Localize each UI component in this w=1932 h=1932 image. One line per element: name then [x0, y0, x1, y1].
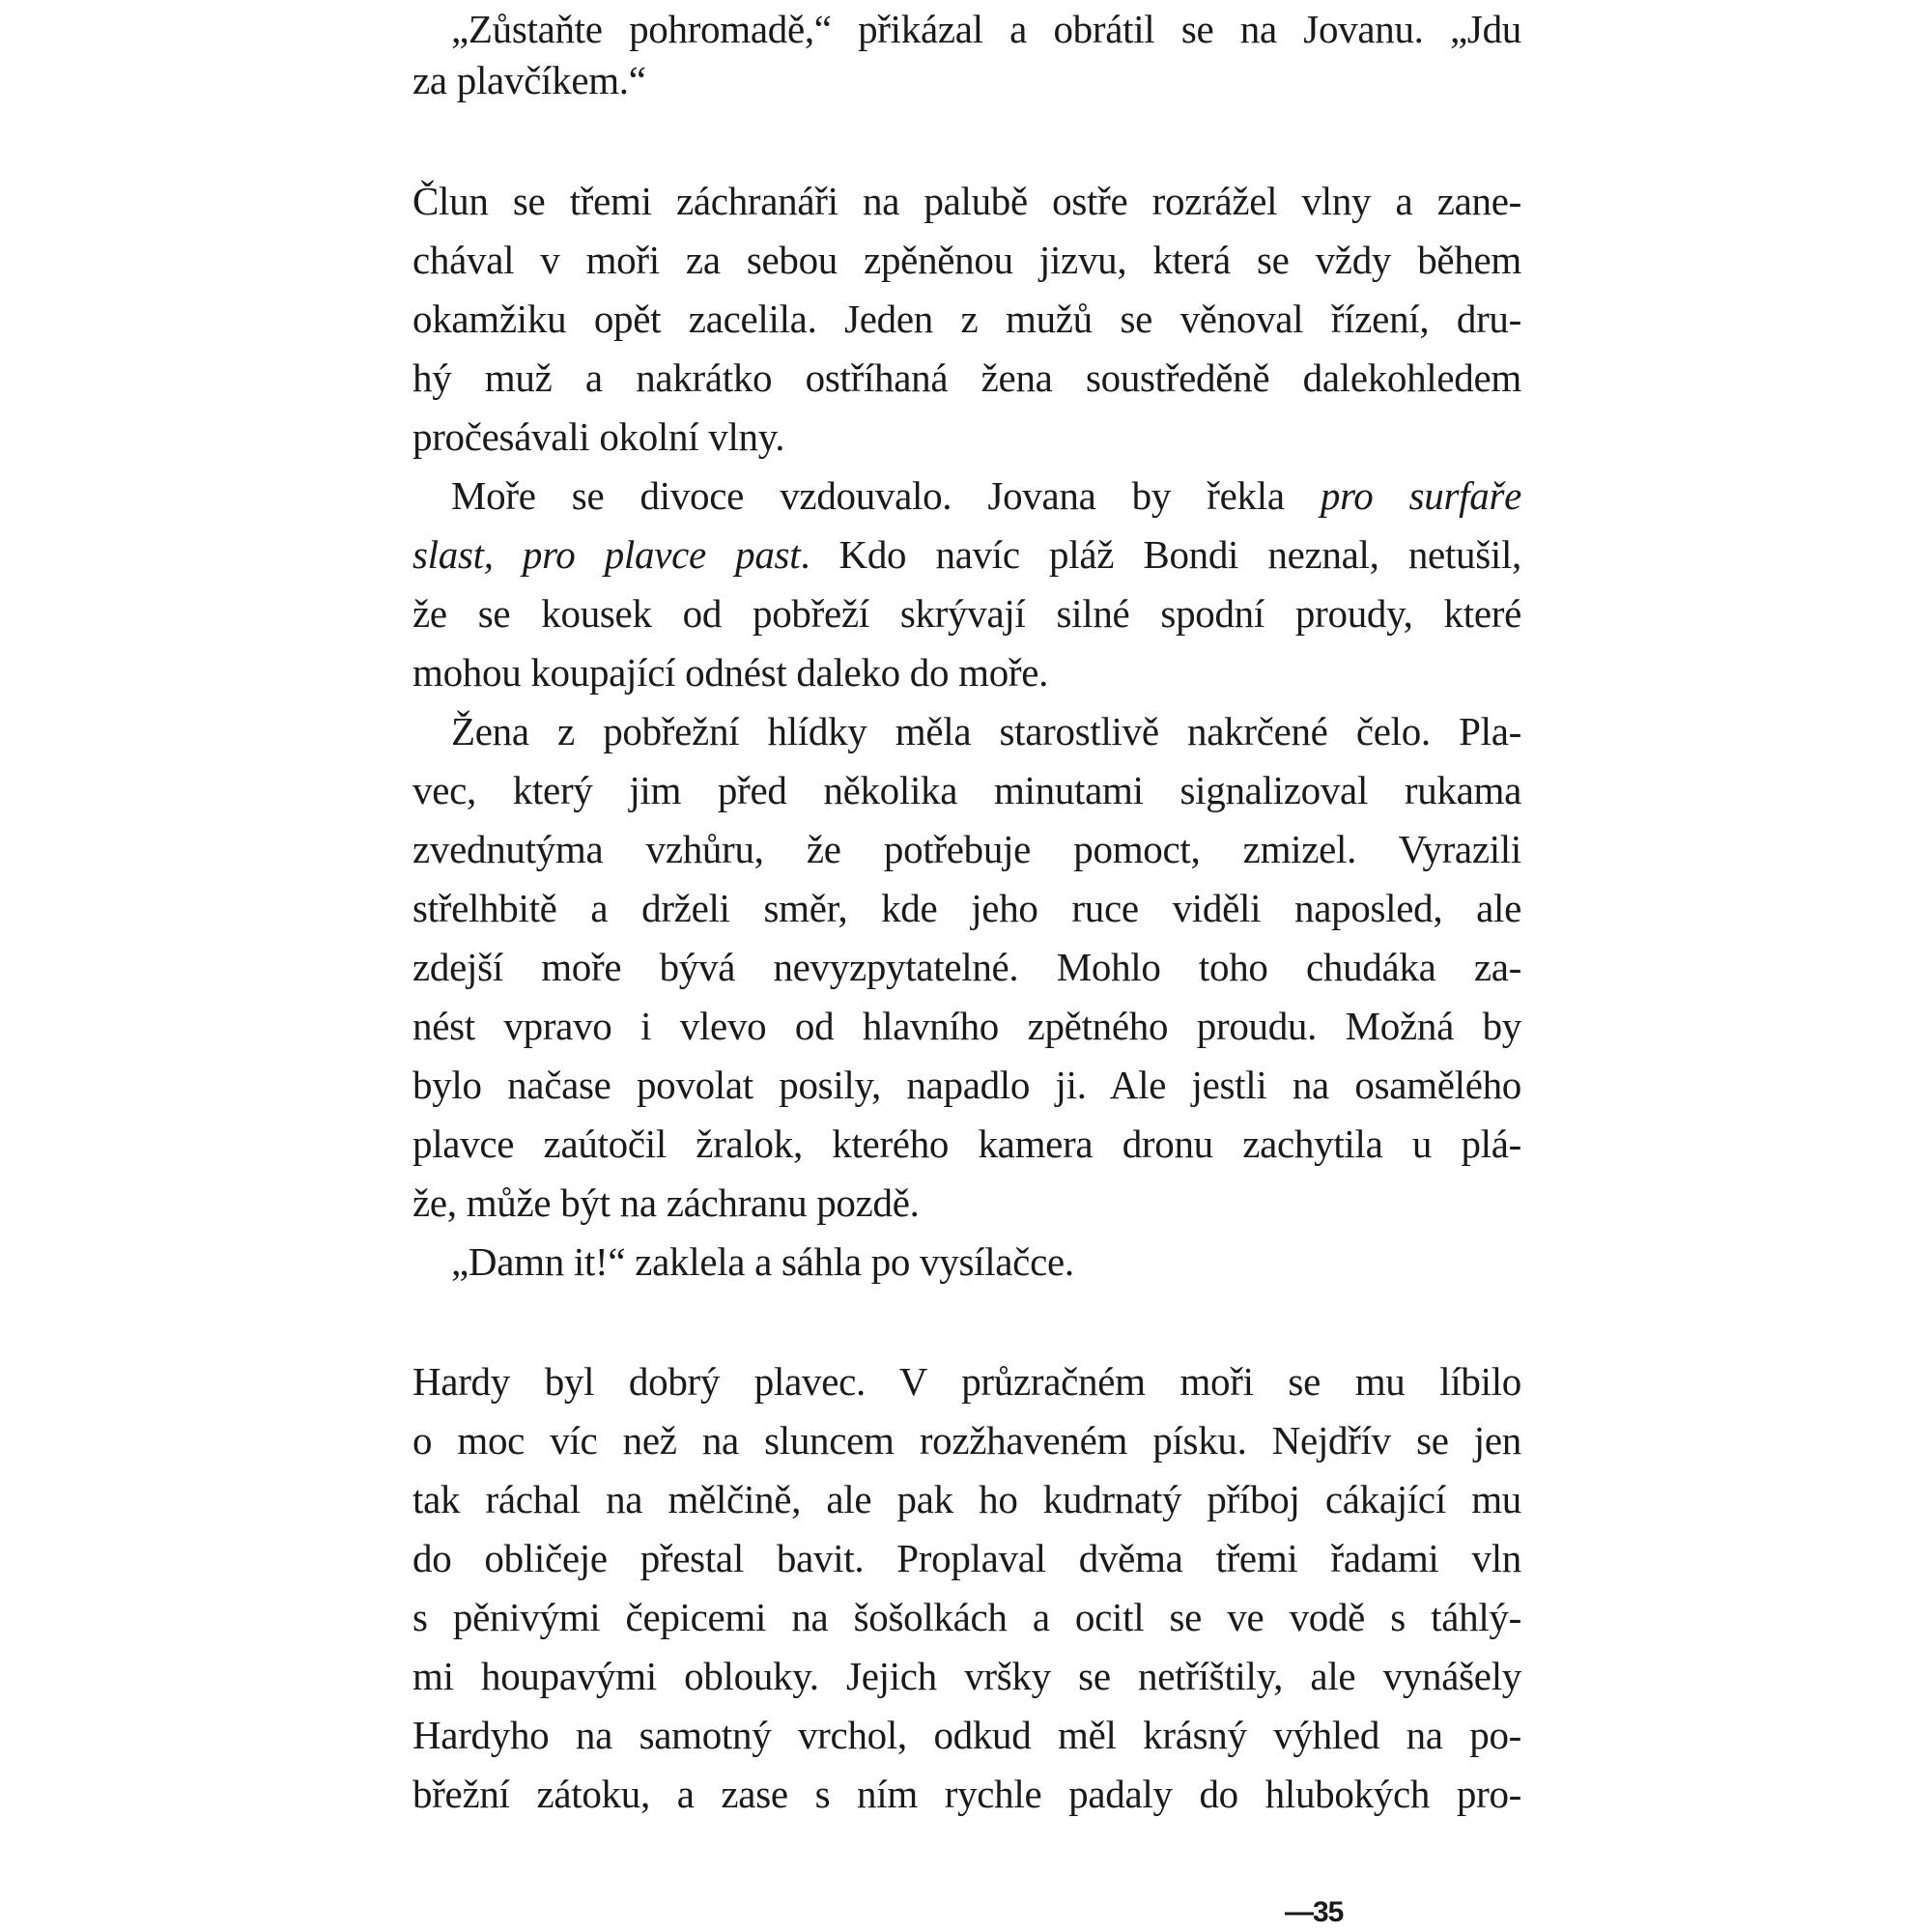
text-line: s pěnivými čepicemi na šošolkách a ocitl se ve vodě s táhlý- [412, 1595, 1521, 1639]
text-line: že se kousek od pobřeží skrývají silné spodní proudy, které [412, 591, 1521, 636]
text-line [412, 526, 1521, 584]
text-run: Moře se divoce vzdouvalo. Jovana by řekla [451, 473, 1321, 518]
text-line: „Damn it!“ zaklela a sáhla po vysílačce. [451, 1239, 1074, 1284]
text-line: zdejší moře bývá nevyzpytatelné. Mohlo toho chudáka za- [412, 945, 1521, 989]
text-line: tak ráchal na mělčině, ale pak ho kudrnatý příboj cákající mu [412, 1477, 1521, 1521]
text-line: Hardy byl dobrý plavec. V průzračném moři se mu líbilo [412, 1359, 1521, 1404]
italic-phrase: slast, pro plavce past [412, 532, 801, 577]
text-line: nést vpravo i vlevo od hlavního zpětného proudu. Možná by [412, 1004, 1521, 1048]
page-number-value: 35 [1313, 1896, 1344, 1928]
text-line: hý muž a nakrátko ostříhaná žena soustředěně dalekohledem [412, 355, 1521, 400]
text-line: vec, který jim před několika minutami signalizoval rukama [412, 768, 1521, 812]
text-line: střelhbitě a drželi směr, kde jeho ruce viděli naposled, ale [412, 886, 1521, 930]
text-line: že, může být na záchranu pozdě. [412, 1180, 920, 1225]
text-line: bylo načase povolat posily, napadlo ji. Ale jestli na osamělého [412, 1063, 1521, 1107]
text-line: mohou koupající odnést daleko do moře. [412, 650, 1049, 695]
text-line: břežní zátoku, a zase s ním rychle padaly do hlubokých pro- [412, 1772, 1521, 1816]
text-line: Žena z pobřežní hlídky měla starostlivě nakrčené čelo. Pla- [451, 709, 1521, 753]
text-line: Hardyho na samotný vrchol, odkud měl krásný výhled na po- [412, 1713, 1521, 1757]
text-line: o moc víc než na sluncem rozžhaveném písku. Nejdřív se jen [412, 1418, 1521, 1463]
text-line: za plavčíkem.“ [412, 58, 646, 102]
text-line: chával v moři za sebou zpěněnou jizvu, která se vždy během [412, 238, 1521, 282]
text-line: plavce zaútočil žralok, kterého kamera dronu zachytila u plá- [412, 1122, 1521, 1166]
page-number-dash: — [1285, 1896, 1313, 1928]
text-run: . Kdo navíc pláž Bondi neznal, netušil, [800, 532, 1521, 577]
text-line: pročesávali okolní vlny. [412, 414, 785, 459]
text-line: „Zůstaňte pohromadě,“ přikázal a obrátil se na Jovanu. „Jdu [451, 7, 1521, 51]
page-number [1285, 1896, 1343, 1929]
text-line: mi houpavými oblouky. Jejich vršky se netříštily, ale vynášely [412, 1654, 1521, 1698]
text-line [412, 467, 1521, 526]
text-line: zvednutýma vzhůru, že potřebuje pomoct, zmizel. Vyrazili [412, 827, 1521, 871]
text-line: okamžiku opět zacelila. Jeden z mužů se věnoval řízení, dru- [412, 297, 1521, 341]
text-line: Člun se třemi záchranáři na palubě ostře rozrážel vlny a zane- [412, 179, 1521, 223]
text-line: do obličeje přestal bavit. Proplaval dvěma třemi řadami vln [412, 1536, 1521, 1580]
italic-phrase: pro surfaře [1320, 473, 1522, 518]
